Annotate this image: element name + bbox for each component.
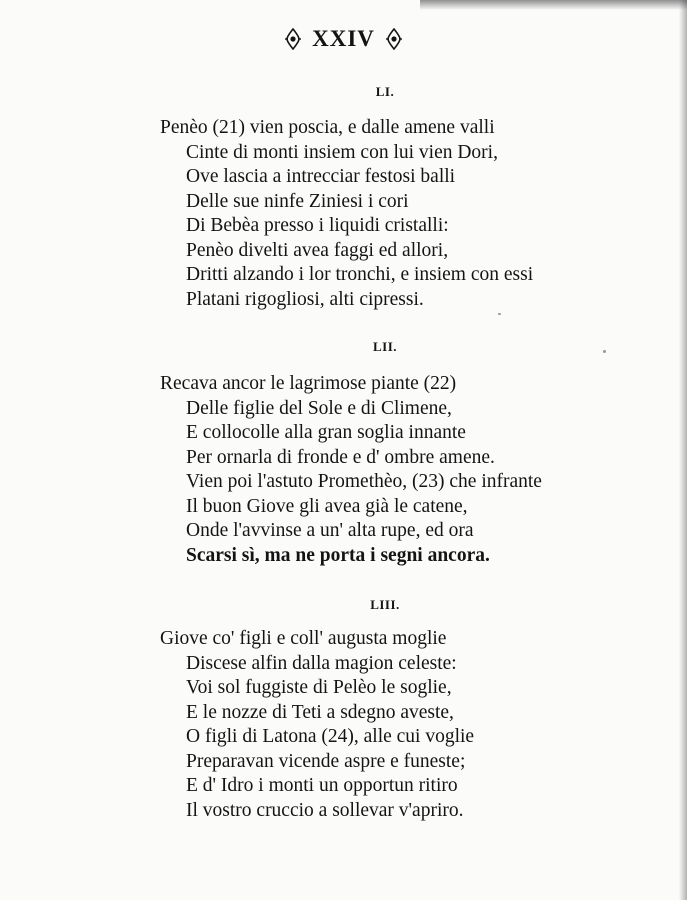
right-ornament-icon — [386, 28, 402, 50]
verse-line: Giove co' figli e coll' augusta moglie — [160, 628, 447, 649]
paper-speck — [603, 350, 606, 353]
stanza-number-53: LIII. — [370, 597, 400, 612]
stanza-52 — [160, 372, 630, 568]
verse-line: Penèo divelti avea faggi ed allori, — [186, 239, 449, 261]
verse-line: Voi sol fuggiste di Pelèo le soglie, — [186, 677, 452, 698]
stanza-53 — [160, 627, 630, 823]
verse-line: Ove lascia a intrecciar festosi balli — [186, 166, 456, 187]
verse-line: Onde l'avvinse a un' alta rupe, ed ora — [186, 520, 474, 541]
page-header — [0, 26, 687, 52]
verse-line: E d' Idro i monti un opportun ritiro — [186, 775, 458, 796]
verse-line: Recava ancor le lagrimose piante (22) — [160, 373, 457, 394]
verse-line: Di Bebèa presso i liquidi cristalli: — [186, 215, 449, 236]
verse-line: O figli di Latona (24), alle cui voglie — [186, 726, 475, 747]
left-ornament-icon — [285, 28, 301, 50]
verse-line: Per ornarla di fronde e d' ombre amene. — [186, 446, 495, 468]
verse-line: Vien poi l'astuto Promethèo, (23) che infrante — [186, 471, 542, 492]
verse-line: Platani rigogliosi, alti cipressi. — [186, 288, 424, 310]
page-right-shadow — [679, 0, 687, 900]
verse-line: Scarsi sì, ma ne porta i segni ancora. — [186, 544, 490, 566]
verse-line: Penèo (21) vien poscia, e dalle amene valli — [160, 117, 495, 138]
verse-line: Delle sue ninfe Ziniesi i cori — [186, 190, 409, 212]
verse-line: Discese alfin dalla magion celeste: — [186, 652, 457, 674]
verse-line: E collocolle alla gran soglia innante — [186, 422, 466, 443]
verse-line: Preparavan vicende aspre e funeste; — [186, 750, 466, 772]
verse-line: Il buon Giove gli avea già le catene, — [186, 495, 468, 517]
stanza-number-51: LI. — [375, 84, 395, 99]
stanza-number-52: LII. — [372, 339, 398, 354]
verse-line: Cinte di monti insiem con lui vien Dori, — [186, 141, 498, 163]
stanza-51 — [160, 116, 630, 312]
verse-line: Dritti alzando i lor tronchi, e insiem con essi — [186, 264, 534, 285]
page-top-shadow — [420, 0, 687, 10]
verse-line: Delle figlie del Sole e di Climene, — [186, 397, 452, 419]
page-number: XXIV — [312, 26, 375, 51]
verse-line: Il vostro cruccio a sollevar v'apriro. — [186, 799, 464, 821]
verse-line: E le nozze di Teti a sdegno aveste, — [186, 701, 454, 723]
paper-speck — [498, 313, 501, 315]
